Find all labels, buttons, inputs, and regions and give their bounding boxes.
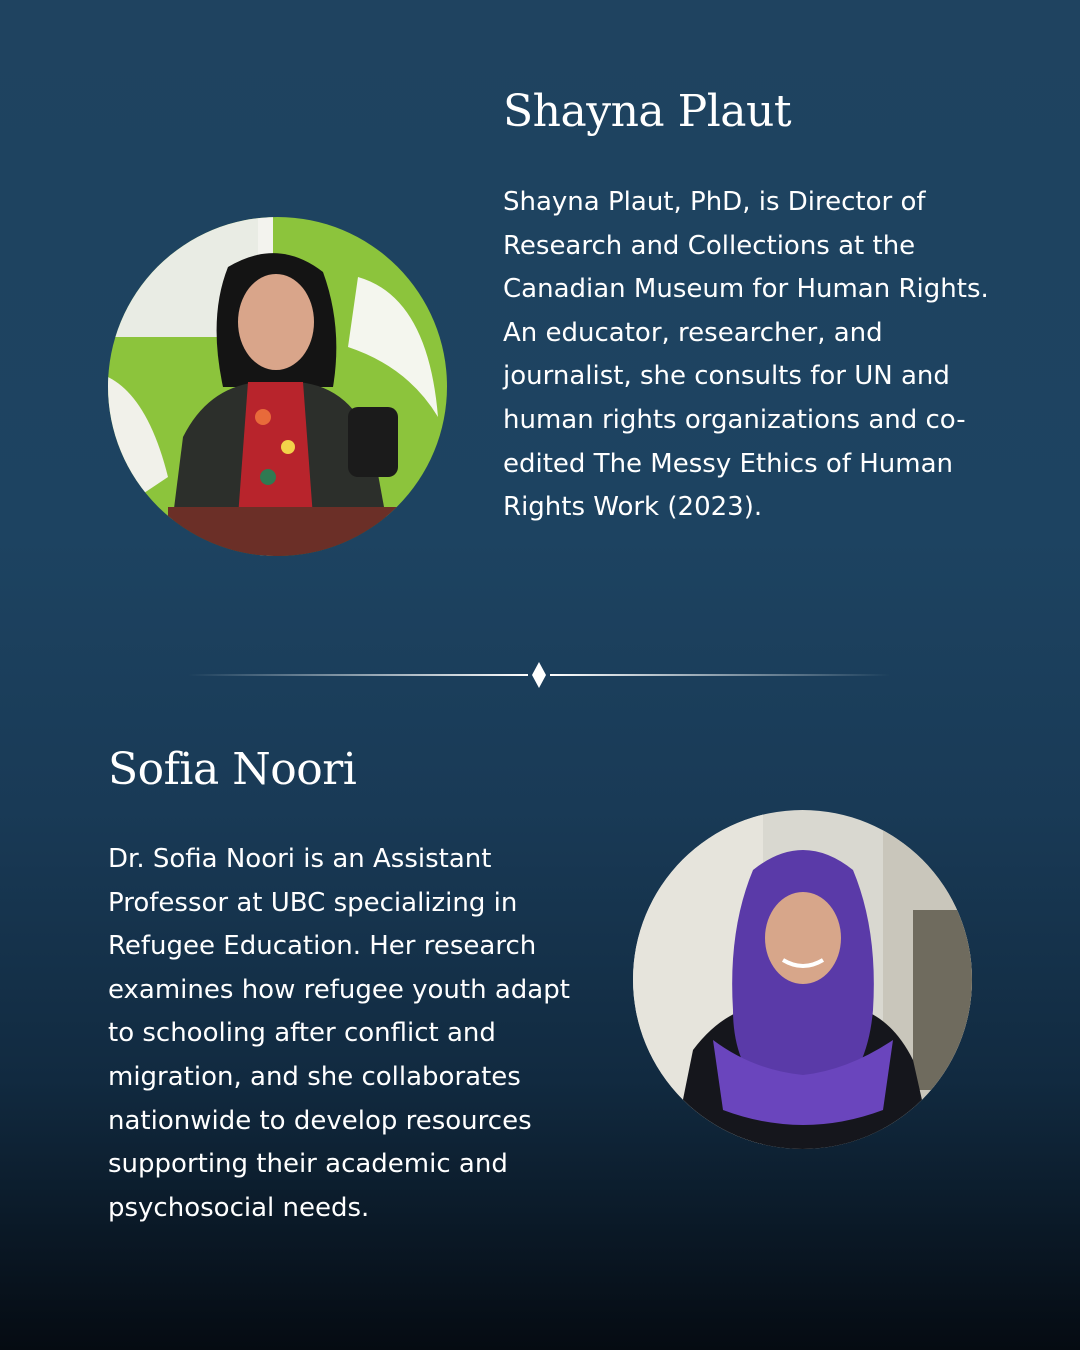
speaker-photo-sofia-image	[633, 810, 972, 1149]
speaker-name-sofia: Sofia Noori	[108, 744, 357, 795]
speaker-photo-shayna-image	[108, 217, 447, 556]
speaker-photo-sofia	[633, 810, 972, 1149]
diamond-divider-icon	[188, 662, 890, 688]
speaker-bio-shayna: Shayna Plaut, PhD, is Director of Research and Collections at the Canadian Museum for Human Rights. An educator, researcher, and journalist, she consults for UN and human rights organizations and co-edited The Messy Ethics of Human Rights Work (2023).	[503, 187, 989, 523]
speaker-photo-shayna	[108, 217, 447, 556]
section-divider	[188, 662, 890, 688]
speaker-bio-sofia: Dr. Sofia Noori is an Assistant Professor at UBC specializing in Refugee Education. Her research examines how refugee youth adapt to schooling after conflict and migration, and she collaborates nationwide to develop resources supporting their academic and psychosocial needs.	[108, 844, 570, 1223]
speaker-name-shayna: Shayna Plaut	[503, 86, 792, 137]
